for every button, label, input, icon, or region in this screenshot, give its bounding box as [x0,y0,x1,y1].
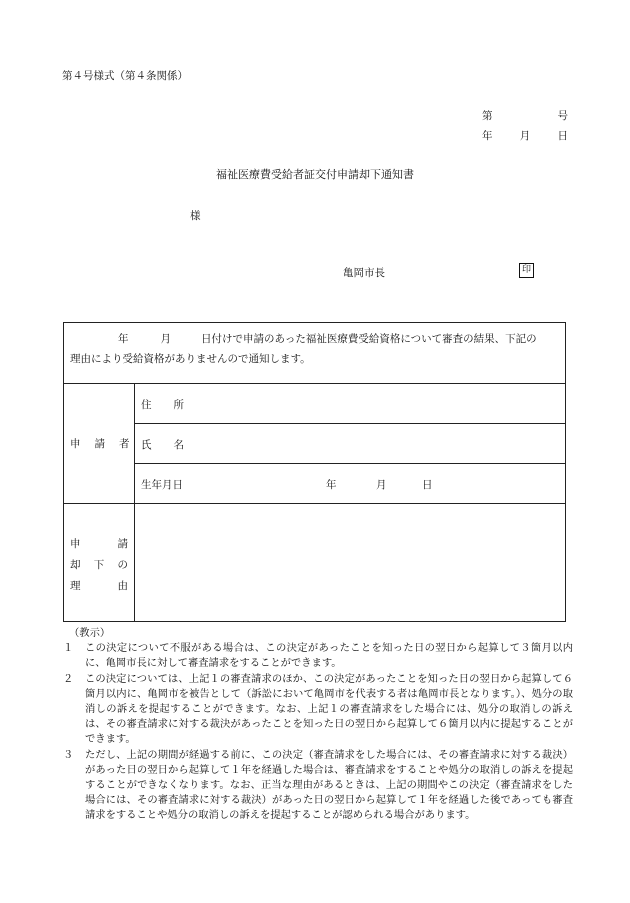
seal-mark: 印 [519,263,534,278]
document-title: 福祉医療費受給者証交付申請却下通知書 [216,168,414,181]
instruction-number: ３ [63,748,74,761]
instruction-text: この決定について不服がある場合は、この決定があったことを知った日の翌日から起算して３箇月以内に、亀岡市長に対して審査請求をすることができます。 [85,642,573,670]
notice-line-1 [70,329,559,349]
notice-line-2: 理由により受給資格がありませんので通知します。 [70,353,311,365]
instruction-number: ２ [63,672,74,685]
issuer-name: 亀岡市長 [343,267,385,279]
instructions-heading: （教示） [69,627,111,639]
instruction-item [63,641,573,671]
document-date [482,128,568,143]
date-year: 年 [482,130,493,142]
birthdate-year: 年 [326,479,337,491]
notice-table [63,322,566,622]
reason-label-line-1: 申 請 [70,538,128,550]
addressee-suffix: 様 [190,210,201,222]
instruction-text: この決定については、上記１の審査請求のほか、この決定があったことを知った日の翌日から起算して６箇月以内に、亀岡市を被告として（訴訟において亀岡市を代表する者は亀岡市長となります。）、処分の取消しの訴えを提起することができます。なお、上記１の審査請求をした場合には、処分の取消しの訴えは、その審査請求に対する裁決があったことを知った日の翌日から起算して６箇月以内に提起することができます。 [85,672,573,746]
notice-year: 年 [118,333,129,345]
form-number-label: 第４号様式（第４条関係） [62,70,188,82]
date-month: 月 [519,130,531,142]
instruction-item [63,748,573,824]
address-label: 住 所 [141,399,184,411]
divider [134,423,565,424]
divider [64,503,565,504]
notice-text-1: 日付けで申請のあった福祉医療費受給資格について審査の結果、下記の [201,333,537,345]
name-label: 氏 名 [141,439,184,451]
notice-month: 月 [160,333,171,345]
reason-label-line-3: 理 由 [70,580,128,592]
reason-label-line-2: 却 下 の [70,559,128,571]
divider [64,383,565,384]
applicant-label: 申 請 者 [70,438,130,450]
number-prefix: 第 [482,110,493,122]
birthdate-month: 月 [376,479,387,491]
instruction-text: ただし、上記の期間が経過する前に、この決定（審査請求をした場合には、その審査請求に対する裁決）があった日の翌日から起算して１年を経過した場合は、審査請求をすることや処分の取消しの訴えを提起することができなくなります。なお、正当な理由があるときは、上記の期間やこの決定（審査請求をした場合には、その審査請求に対する裁決）があった日の翌日から起算して１年を経過した後であっても審査請求をすることや処分の取消しの訴えを提起することが認められる場合があります。 [85,748,573,822]
appeal-instructions [63,626,573,824]
divider [134,463,565,464]
birthdate-label: 生年月日 [141,479,183,491]
number-suffix: 号 [557,110,568,122]
birthdate-day: 日 [422,479,433,491]
divider [134,383,135,621]
document-number [482,108,568,123]
date-day: 日 [557,130,568,142]
instruction-number: １ [63,642,74,655]
instruction-item [63,672,573,748]
